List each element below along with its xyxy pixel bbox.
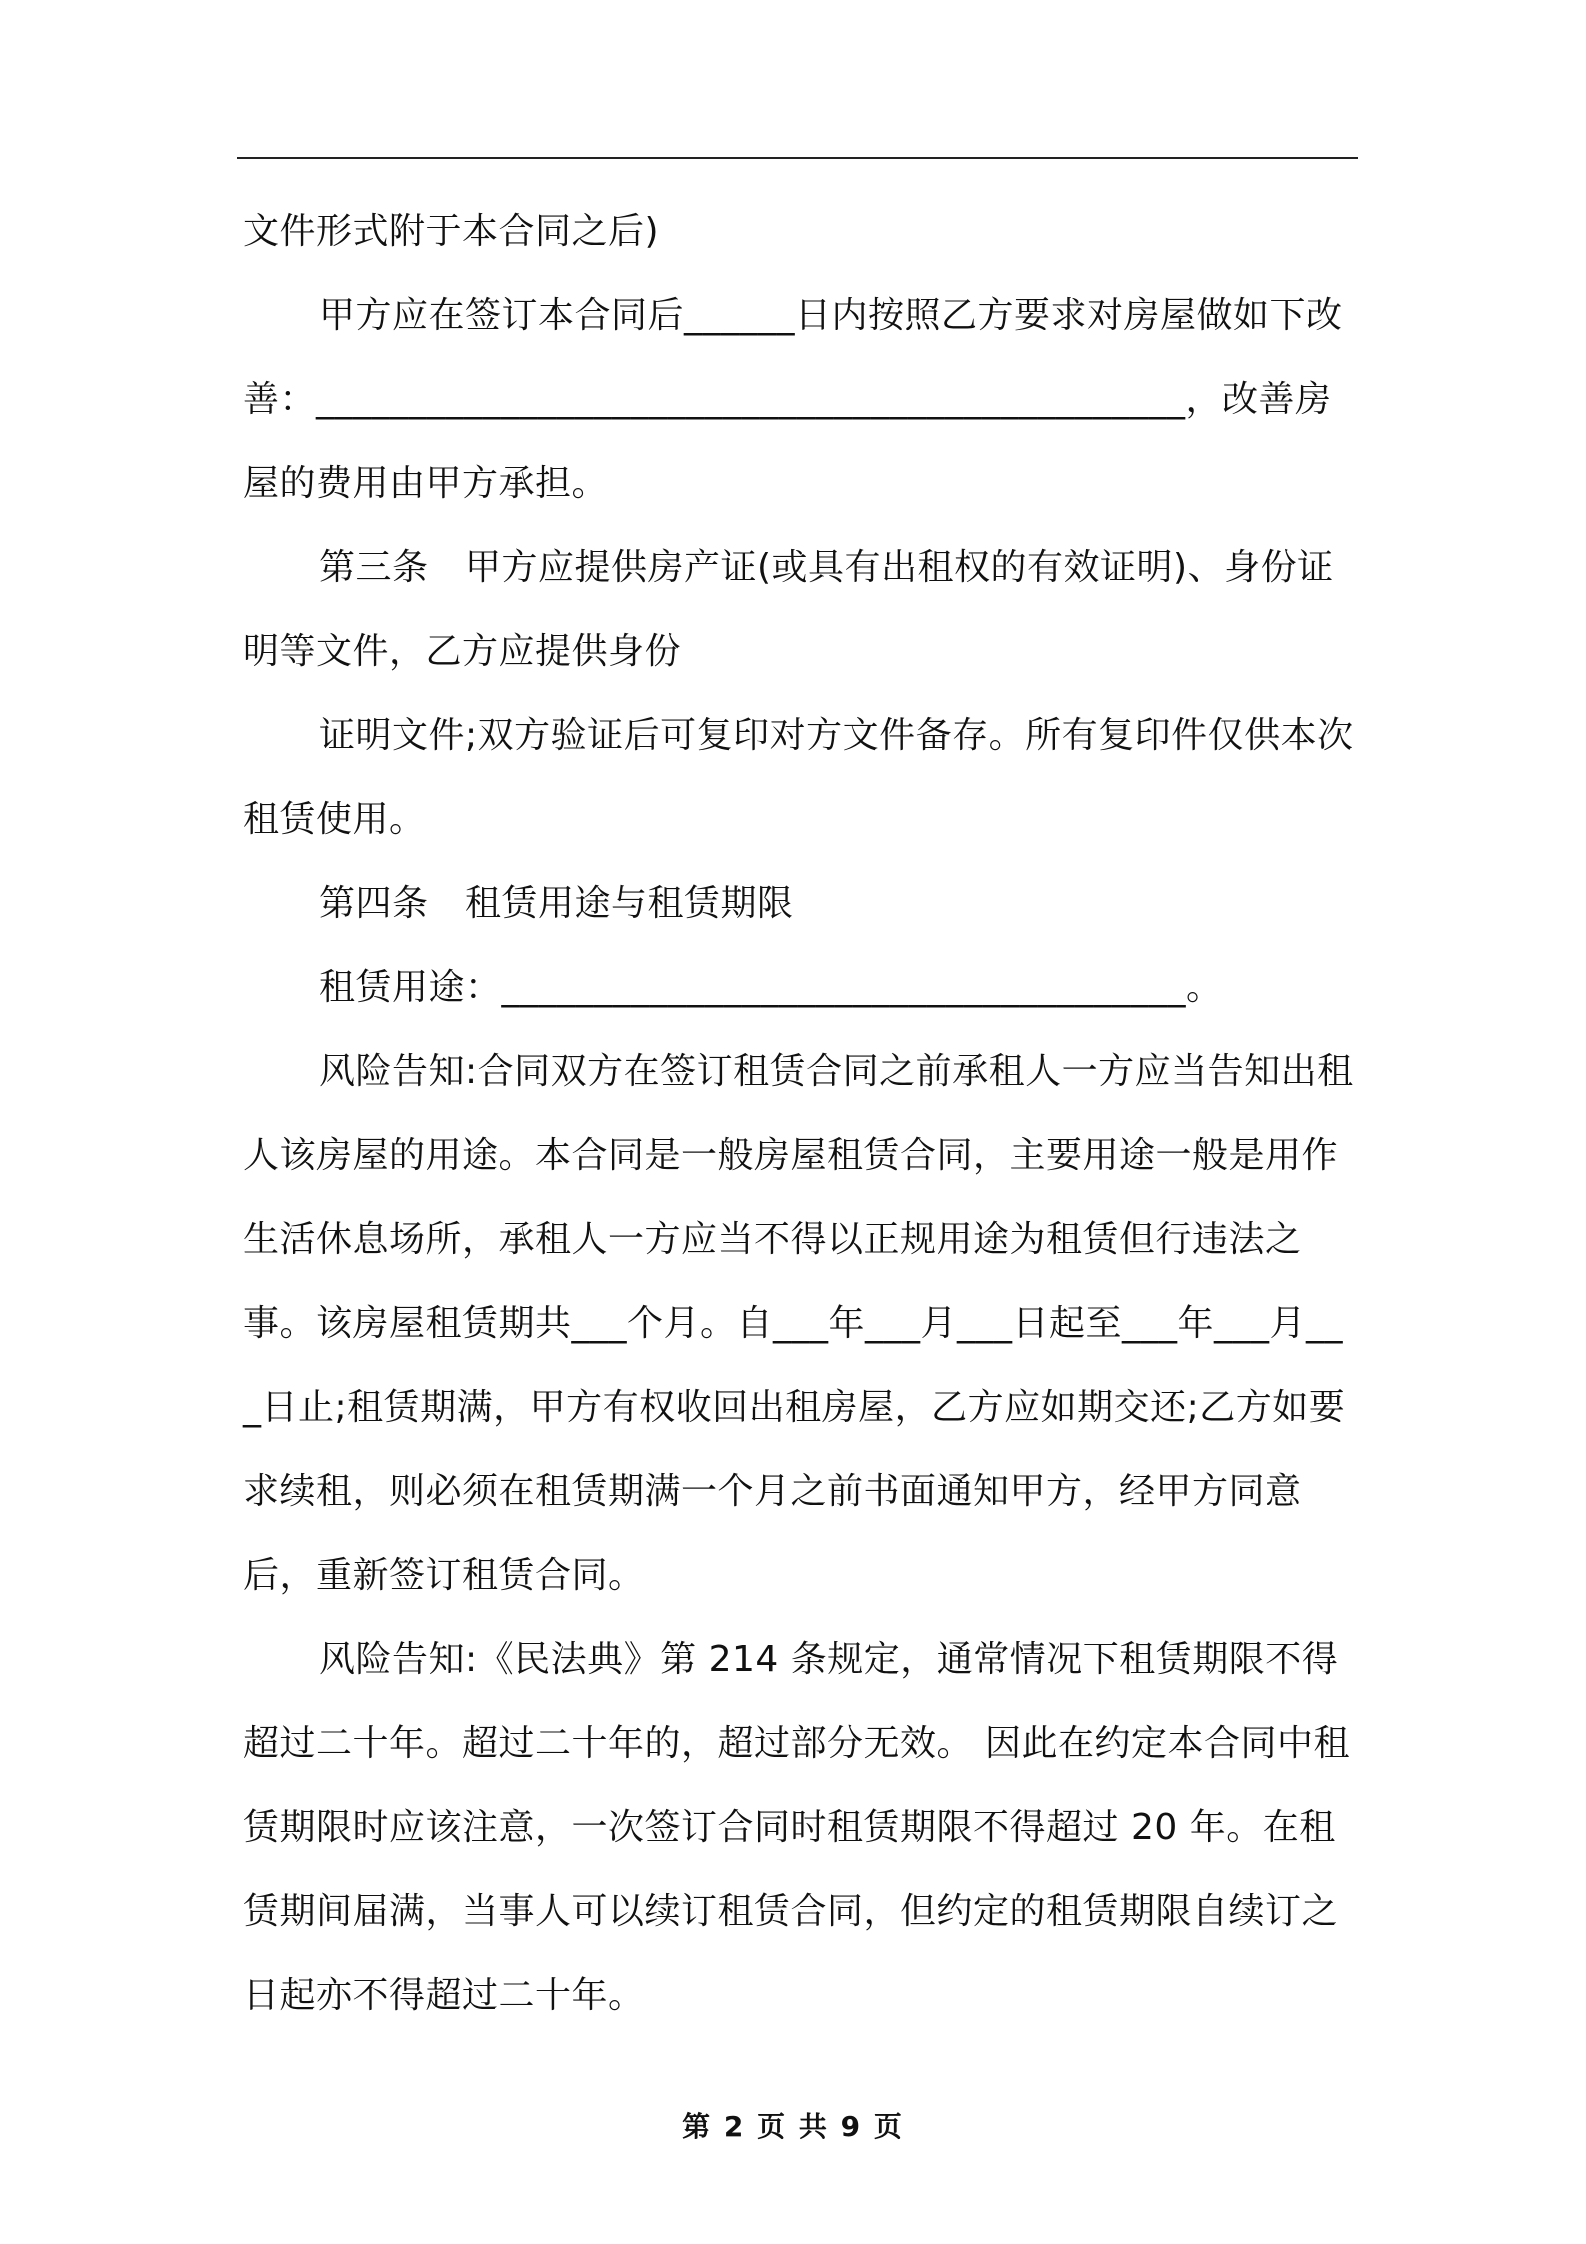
paragraph-continuation: 文件形式附于本合同之后): [243, 211, 660, 252]
paragraph-risk-notice-2: 风险告知:《民法典》第 214 条规定，通常情况下租赁期限不得超过二十年。超过二十年的，超过部分无效。 因此在约定本合同中租赁期限时应该注意，一次签订合同时租赁期限不得超过 20 年。在租赁期间届满，当事人可以续订租赁合同，但约定的租赁期限自续订之日起亦不得超过二十年。: [243, 1639, 1350, 2016]
paragraph-article-3: 第三条 甲方应提供房产证(或具有出租权的有效证明)、身份证明等文件，乙方应提供身份: [243, 547, 1334, 672]
document-body: [243, 190, 1358, 2038]
paragraph-improvement: 甲方应在签订本合同后______日内按照乙方要求对房屋做如下改善：_______________________________________________，改善房屋的费用由甲方承担。: [243, 295, 1343, 504]
paragraph-lease-purpose: 租赁用途：_____________________________________。: [319, 967, 1223, 1008]
page-number-footer: 第 2 页 共 9 页: [682, 2110, 904, 2143]
paragraph-risk-notice-1: 风险告知:合同双方在签订租赁合同之前承租人一方应当告知出租人该房屋的用途。本合同是一般房屋租赁合同，主要用途一般是用作生活休息场所，承租人一方应当不得以正规用途为租赁但行违法之事。该房屋租赁期共___个月。自___年___月___日起至___年___月___日止;租赁期满，甲方有权收回出租房屋，乙方应如期交还;乙方如要求续租，则必须在租赁期满一个月之前书面通知甲方，经甲方同意后，重新签订租赁合同。: [243, 1051, 1354, 1596]
paragraph-copies: 证明文件;双方验证后可复印对方文件备存。所有复印件仅供本次租赁使用。: [243, 715, 1354, 840]
paragraph-article-4-heading: 第四条 租赁用途与租赁期限: [319, 883, 794, 924]
header-rule: [237, 157, 1358, 159]
